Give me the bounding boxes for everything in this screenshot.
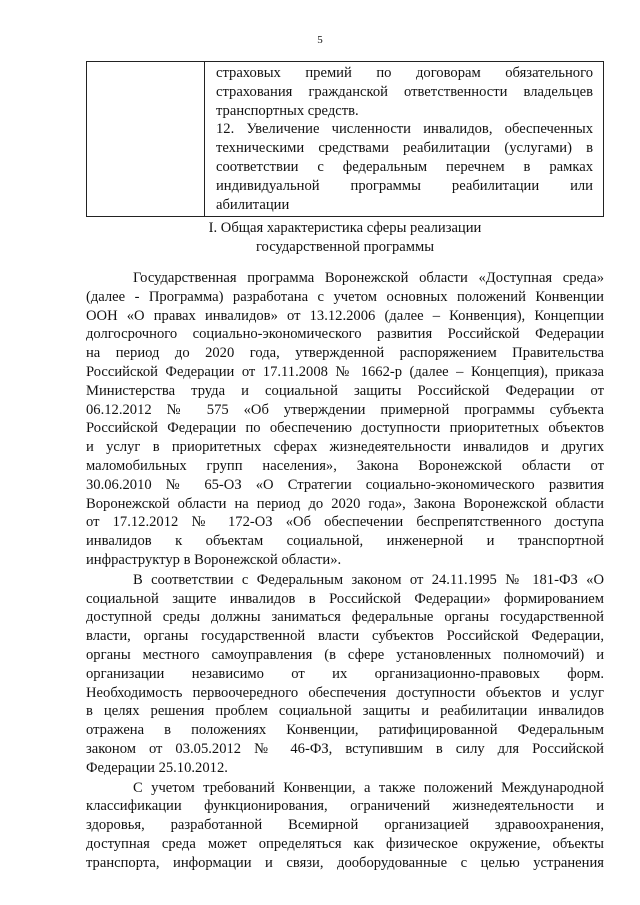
section-heading: [86, 219, 604, 257]
paragraph-line: Воронежской области на период до 2020 года», Закона Воронежской области: [86, 495, 604, 512]
section-heading-line: I. Общая характеристика сферы реализации: [208, 220, 482, 236]
section-heading-line: государственной программы: [255, 238, 435, 255]
paragraph: [86, 779, 604, 873]
paragraph-line: инвалидов к объектам социальной, инженерной и транспортной: [86, 533, 604, 550]
paragraph-line: законом от 03.05.2012 № 46-ФЗ, вступившим в силу для Российской: [86, 740, 604, 757]
paragraph-line: организации независимо от их организационно-правовых форм.: [86, 665, 604, 682]
paragraph-line: в целях решения проблем социальной защиты и реабилитации инвалидов: [86, 703, 604, 720]
paragraph-line: маломобильных групп населения», Закона Воронежской области от: [86, 457, 604, 474]
paragraph-line: здоровья, разработанной Всемирной организацией здравоохранения,: [86, 817, 604, 834]
table-line: соответствии с федеральным перечнем в рамках: [216, 158, 593, 175]
paragraph: [86, 571, 604, 778]
paragraph-line: 06.12.2012 № 575 «Об утверждении примерной программы субъекта: [86, 401, 604, 418]
page-number: 5: [317, 34, 323, 46]
paragraph-line: (далее - Программа) разработана с учетом основных положений Конвенции: [86, 288, 604, 305]
paragraph-line: классификации функционирования, ограничений жизнедеятельности и: [86, 798, 604, 815]
paragraph-line: Российской Федерации по обеспечению доступности приоритетных объектов: [86, 420, 604, 437]
paragraph-line: социальной защите инвалидов в Российской Федерации» формированием: [86, 590, 604, 607]
table-line: абилитации: [216, 196, 290, 213]
paragraph-line: ООН «О правах инвалидов» от 13.12.2006 (далее – Конвенция), Концепции: [86, 307, 604, 324]
table-line: техническими средствами реабилитации (услугами) в: [216, 140, 593, 157]
paragraph-line: и услуг в приоритетных сферах жизнедеятельности инвалидов и других: [86, 439, 604, 456]
paragraph-line: Федерации 25.10.2012.: [86, 759, 228, 776]
table-line: страховых премий по договорам обязательного: [216, 65, 593, 81]
paragraph-line: Необходимость первоочередного обеспечения доступности объектов и услуг: [86, 684, 604, 701]
table-line: страхования гражданской ответственности владельцев: [216, 83, 593, 100]
table-line: транспортных средств.: [216, 102, 359, 119]
table-line: 12. Увеличение численности инвалидов, обеспеченных: [216, 121, 593, 138]
paragraph: [86, 269, 604, 570]
paragraph-line: органы местного самоуправления (в сфере установленных полномочий) и: [86, 646, 604, 663]
paragraph-line: власти, органы государственной власти субъектов Российской Федерации,: [86, 628, 604, 645]
paragraph-line: 30.06.2010 № 65-ОЗ «О Стратегии социально-экономического развития: [86, 476, 604, 493]
paragraph-line: Российской Федерации от 17.11.2008 № 1662-р (далее – Концепция), приказа: [86, 363, 604, 380]
continuation-table: [86, 61, 604, 217]
paragraph-line: отражена в положениях Конвенции, ратифицированной Федеральным: [86, 722, 604, 739]
paragraph-line: инфраструктур в Воронежской области».: [86, 551, 342, 568]
paragraph-line: Министерства труда и социальной защиты Российской Федерации от: [86, 382, 604, 399]
paragraph-line: транспорта, информации и связи, дооборудованные с целью устранения: [86, 854, 604, 871]
paragraph-line: на период до 2020 года, утвержденной распоряжением Правительства: [86, 345, 604, 362]
paragraph-line: С учетом требований Конвенции, а также положений Международной: [133, 779, 604, 796]
table-cell-text: [205, 62, 604, 217]
paragraph-line: доступная среда может определяться как физическое окружение, объекты: [86, 835, 604, 852]
paragraph-line: долгосрочного социально-экономического развития Российской Федерации: [86, 326, 604, 343]
paragraph-line: доступной среды должны заниматься федеральные органы государственной: [86, 609, 604, 626]
paragraph-line: Государственная программа Воронежской области «Доступная среда»: [133, 270, 604, 286]
table-line: индивидуальной программы реабилитации или: [216, 177, 593, 194]
paragraph-line: от 17.12.2012 № 172-ОЗ «Об обеспечении беспрепятственного доступа: [86, 514, 604, 531]
paragraph-line: В соответствии с Федеральным законом от 24.11.1995 № 181-ФЗ «О: [133, 571, 604, 588]
table-cell-empty: [87, 62, 205, 217]
table-row: [87, 62, 604, 217]
document-body: [86, 269, 604, 874]
